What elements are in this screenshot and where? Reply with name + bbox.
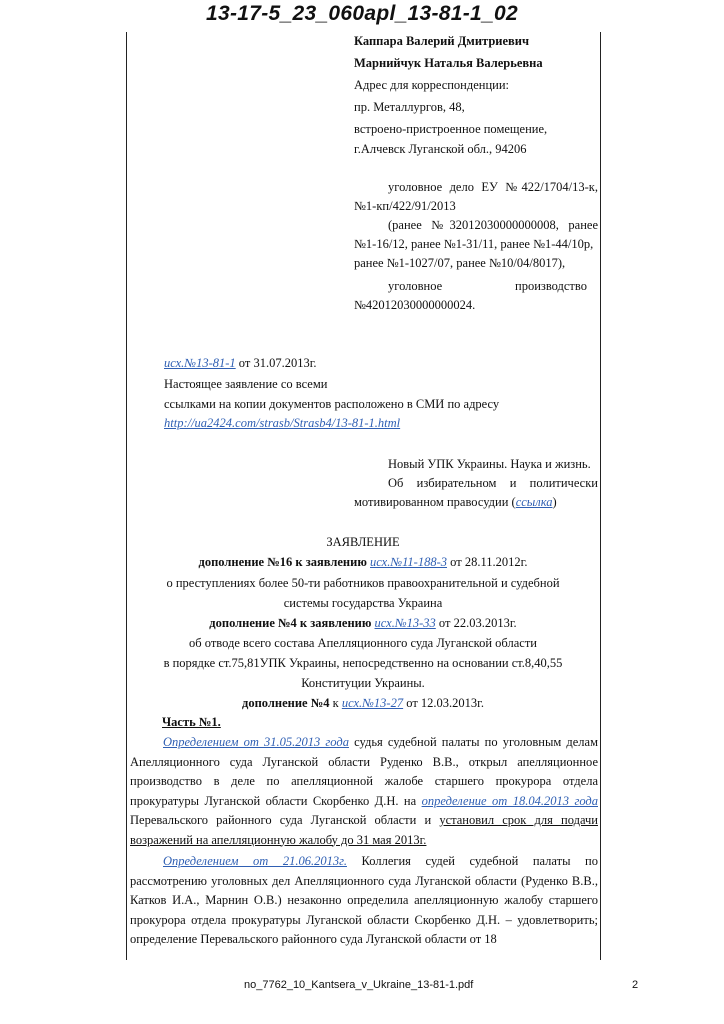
addendum-16-line [126,553,600,573]
paragraph-2 [130,852,598,950]
recusal-line-1: об отводе всего состава Апелляционного суда Луганской области [189,636,537,650]
statement-heading: ЗАЯВЛЕНИЕ [326,535,400,549]
crimes-line-2: системы государства Украина [283,596,443,610]
aside-link[interactable]: ссылка [515,495,553,509]
addendum-4b-label: дополнение №4 [242,696,330,710]
address-label: Адрес для корреспонденции: [354,78,510,92]
addendum-4a-link[interactable]: исх.№13-33 [374,616,436,630]
right-margin-rule [600,32,601,960]
recusal-line-2: в порядке ст.75,81УПК Украины, непосредственно на основании ст.8,40,55 [163,656,563,670]
paragraph-1 [130,733,598,850]
footer-filename: no_7762_10_Kantsera_v_Ukraine_13-81-1.pdf [244,979,474,991]
aside-line-2: Об избирательном и политически [388,476,598,490]
sender-name-1: Каппара Валерий Дмитриевич [354,34,530,48]
outgoing-ref-link[interactable]: исх.№13-81-1 [164,356,236,370]
addendum-4b-date: от 12.03.2013г. [403,696,484,710]
recusal-line-3: Конституции Украины. [301,676,425,690]
aside-line-3-text: мотивированном правосудии ( [354,495,516,509]
address-premises: встроено-пристроенное помещение, [354,122,548,136]
outgoing-note-line-1: Настоящее заявление со всеми [164,377,328,391]
footer-page-number: 2 [632,979,639,991]
addendum-16-label: дополнение №16 к заявлению [198,555,371,569]
addendum-4b-link[interactable]: исх.№13-27 [341,696,404,710]
sender-name-2: Марнийчук Наталья Валерьевна [354,56,543,70]
paragraph-2-text: Коллегия судей судебной палаты по рассмотрению уголовных дел Апелляционного суда Луганской области (Руденко В.В., Катков И.А., Марнин О.В.) незаконно определила апелляционную жалобу старшего прокурора отдела прокуратуры Луганской области Скорбенко Д.Н. – удовлетворить; определение Перевальского районного суда Луганской области от 18 [130,854,599,946]
crimes-line-1: о преступлениях более 50-ти работников правоохранительной и судебной [166,576,560,590]
addendum-4b-line [126,694,600,714]
document-header-id: 13-17-5_23_060apl_13-81-1_02 [206,2,518,25]
address-street: пр. Металлургов, 48, [354,100,465,114]
left-margin-rule [126,32,127,960]
addendum-4a-label: дополнение №4 к заявлению [209,616,375,630]
case-line-6-left: уголовное [388,279,443,293]
addendum-4a-line [126,614,600,634]
aside-line-3-end: ) [552,495,557,509]
aside-line-3 [354,493,557,513]
case-line-6-right: производство [515,279,587,293]
case-line-3: (ранее №32012030000000008, ранее [388,218,598,232]
outgoing-url-link[interactable]: http://ua2424.com/strasb/Strasb4/13-81-1.html [164,416,401,430]
paragraph-2-link[interactable]: Определением от 21.06.2013г. [163,854,347,868]
case-line-7: №42012030000000024. [354,298,476,312]
addendum-16-date: от 28.11.2012г. [447,555,528,569]
part-1-heading: Часть №1. [162,715,221,729]
case-line-1: уголовное дело ЕУ №422/1704/13-к, [388,180,598,194]
paragraph-1-text-1: судья судебной палаты по уголовным делам Апелляционного суда Луганской области Руденко В.В., открыл апелляционное производство в деле по апелляционной жалобе старшего прокурора отдела прокуратуры Луганской области Скорбенко Д.Н. на [130,735,599,808]
outgoing-ref-line [164,354,317,374]
outgoing-ref-date: от 31.07.2013г. [235,356,317,370]
addendum-16-link[interactable]: исх.№11-188-3 [370,555,448,569]
paragraph-1-link-2[interactable]: определение от 18.04.2013 года [421,793,598,808]
outgoing-note-line-2: ссылками на копии документов расположено в СМИ по адресу [164,397,500,411]
case-line-2: №1-кп/422/91/2013 [354,199,456,213]
address-city: г.Алчевск Луганской обл., 94206 [354,142,527,156]
case-line-5: ранее №1-1027/07, ранее №10/04/8017), [354,256,566,270]
aside-line-1: Новый УПК Украины. Наука и жизнь. [388,457,591,471]
addendum-4a-date: от 22.03.2013г. [435,616,517,630]
case-line-4: №1-16/12, ранее №1-31/11, ранее №1-44/10р, [354,237,594,251]
addendum-4b-mid: к [329,696,342,710]
paragraph-1-text-2: Перевальского районного суда Луганской области и [130,813,440,827]
paragraph-1-underlined: установил срок для подачи возражений на апелляционную жалобу до 31 мая 2013г. [130,813,598,847]
paragraph-1-link-1[interactable]: Определением от 31.05.2013 года [163,735,349,749]
